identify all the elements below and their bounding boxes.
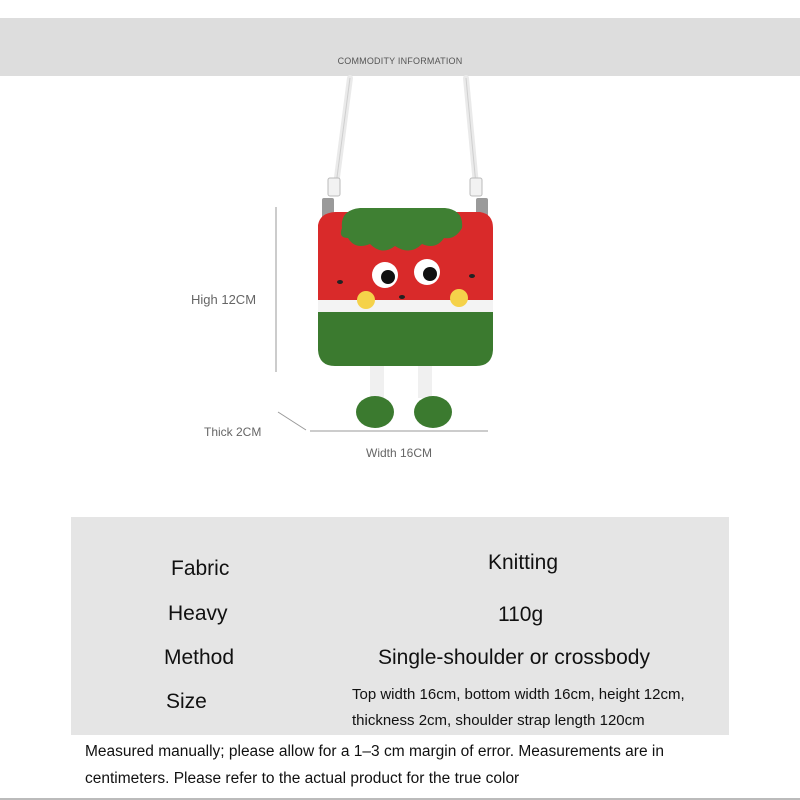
thickness-dimension-label: Thick 2CM [204,425,262,439]
height-dimension-label: High 12CM [191,292,257,307]
size-label: Size [166,690,207,713]
method-value: Single-shoulder or crossbody [378,646,650,669]
weight-value: 110g [498,603,544,626]
measurement-note: Measured manually; please allow for a 1–3 cm margin of error. Measurements are in centimeters. Please refer to the actual product for the true color [85,743,664,787]
method-label: Method [164,646,235,669]
fabric-label: Fabric [171,557,230,580]
size-value: Top width 16cm, bottom width 16cm, height 12cm, thickness 2cm, shoulder strap length 120cm [352,686,685,729]
header-title: COMMODITY INFORMATION [337,56,463,66]
fabric-value: Knitting [488,551,559,574]
width-dimension-label: Width 16CM [366,446,433,460]
weight-label: Heavy [168,602,228,625]
